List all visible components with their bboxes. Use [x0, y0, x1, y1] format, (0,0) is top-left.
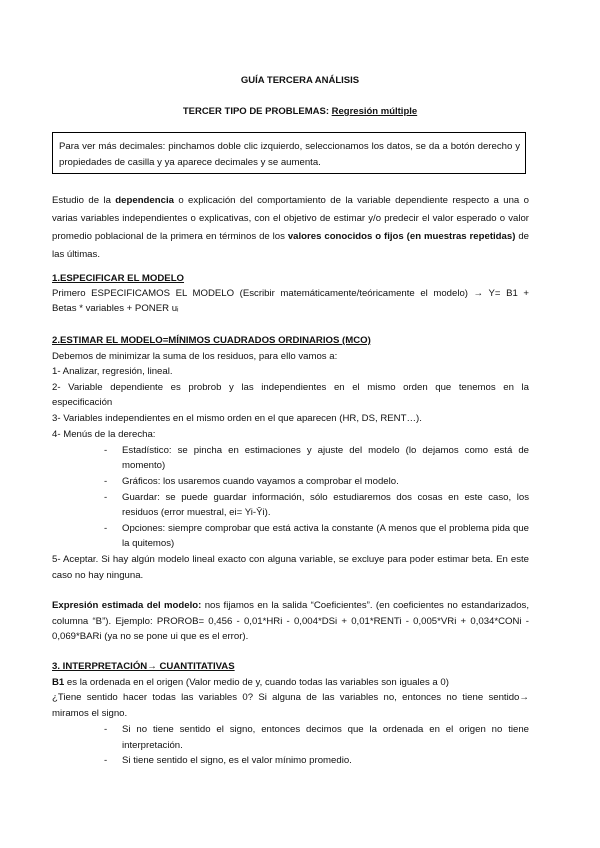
bullet-text: Si no tiene sentido el signo, entonces decimos que la ordenada en el origen no tiene interpretación. [122, 724, 529, 751]
step-2-cont: especificación [52, 397, 113, 409]
menu-item-text: Guardar: se puede guardar información, sólo estudiaremos dos cosas en este caso, los residuos (error muestral, ei= Yi-Ŷi). [122, 492, 529, 518]
step-3: 3- Variables independientes en el mismo orden en el que aparecen (HR, DS, RENT…). [52, 412, 422, 424]
section-1-line-2: Betas * variables + PONER uᵢ [52, 303, 179, 314]
question-line-cont: miramos el signo. [52, 707, 128, 719]
section-2 [52, 333, 529, 442]
expression-text: nos fijamos en la salida “Coeficientes”. (en coeficientes no estandarizados, columna “B”). Ejemplo: PROROB= 0,456 - 0,01*HRi - 0,004*DSi + 0,01*RENTi - 0,005*VRi + 0,034*CONi - 0,069*BARi (ya no se pone ui que es el error). [52, 600, 529, 642]
section-1-heading: 1.ESPECIFICAR EL MODELO [52, 273, 185, 284]
expression-label: Expresión estimada del modelo: [52, 600, 202, 611]
step-4: 4- Menús de la derecha: [52, 428, 156, 440]
question-line: ¿Tiene sentido hacer todas las variables 0? Si alguna de las variables no, entonces no tiene sentido→ [52, 692, 529, 703]
page-subtitle [0, 104, 600, 119]
intro-bold-2: valores conocidos o fijos (en muestras repetidas) [287, 231, 516, 242]
intro-text-3: de las últimas. [52, 231, 529, 260]
step-1: 1- Analizar, regresión, lineal. [52, 366, 173, 378]
expression-paragraph [52, 598, 529, 645]
menu-item-text: Gráficos: los usaremos cuando vayamos a comprobar el modelo. [122, 476, 399, 487]
step-5: 5- Aceptar. Si hay algún modelo lineal exacto con alguna variable, se excluye para poder estimar beta. En este caso no hay ninguna. [52, 554, 529, 581]
dash-bullet: - [104, 476, 108, 487]
intro-paragraph [52, 192, 529, 264]
note-box: Para ver más decimales: pinchamos doble clic izquierdo, seleccionamos los datos, se da a botón derecho y propiedades de casilla y ya aparece decimales y se aumenta. [52, 132, 526, 174]
dash-bullet: - [104, 492, 108, 503]
bullet-text: Si tiene sentido el signo, es el valor mínimo promedio. [122, 755, 352, 766]
section-3 [52, 659, 529, 721]
dash-bullet: - [104, 523, 108, 534]
section-3-heading: 3. INTERPRETACIÓN→ CUANTITATIVAS [52, 661, 235, 672]
dash-bullet: - [104, 445, 108, 456]
dash-bullet: - [104, 755, 108, 766]
page-title: GUÍA TERCERA ANÁLISIS [240, 75, 360, 86]
section-1 [52, 271, 529, 316]
step-2: 2- Variable dependiente es probrob y las independientes en el mismo orden que tenemos en la [52, 381, 529, 393]
b1-text: es la ordenada en el origen (Valor medio de y, cuando todas las variables son iguales a 0) [64, 676, 449, 688]
section-2-intro: Debemos de minimizar la suma de los residuos, para ello vamos a: [52, 350, 338, 362]
b1-label: B1 [52, 676, 65, 688]
section-2-heading: 2.ESTIMAR EL MODELO=MÍNIMOS CUADRADOS ORDINARIOS (MCO) [52, 335, 371, 346]
subtitle-prefix: TERCER TIPO DE PROBLEMAS: [182, 106, 332, 117]
dash-bullet: - [104, 724, 108, 735]
intro-text-1: Estudio de la [52, 195, 116, 206]
section-1-line-1: Primero ESPECIFICAMOS EL MODELO (Escribir matemáticamente/teóricamente el modelo) → Y= B1 + [52, 288, 529, 299]
b1-line [52, 675, 529, 691]
intro-text-2: o explicación del comportamiento de la variable dependiente respecto a una o varias variables independientes o explicativas, con el objetivo de estimar y/o predecir el valor esperado o valor promedio poblacional de la primera en términos de los [52, 195, 529, 242]
menu-item-text: Opciones: siempre comprobar que está activa la constante (A menos que el problema pida que la quitemos) [122, 523, 529, 549]
intro-bold-1: dependencia [115, 195, 174, 206]
menu-item-text: Estadístico: se pincha en estimaciones y ajuste del modelo (lo dejamos como está de momento) [122, 445, 529, 471]
subtitle-topic: Regresión múltiple [331, 106, 418, 117]
